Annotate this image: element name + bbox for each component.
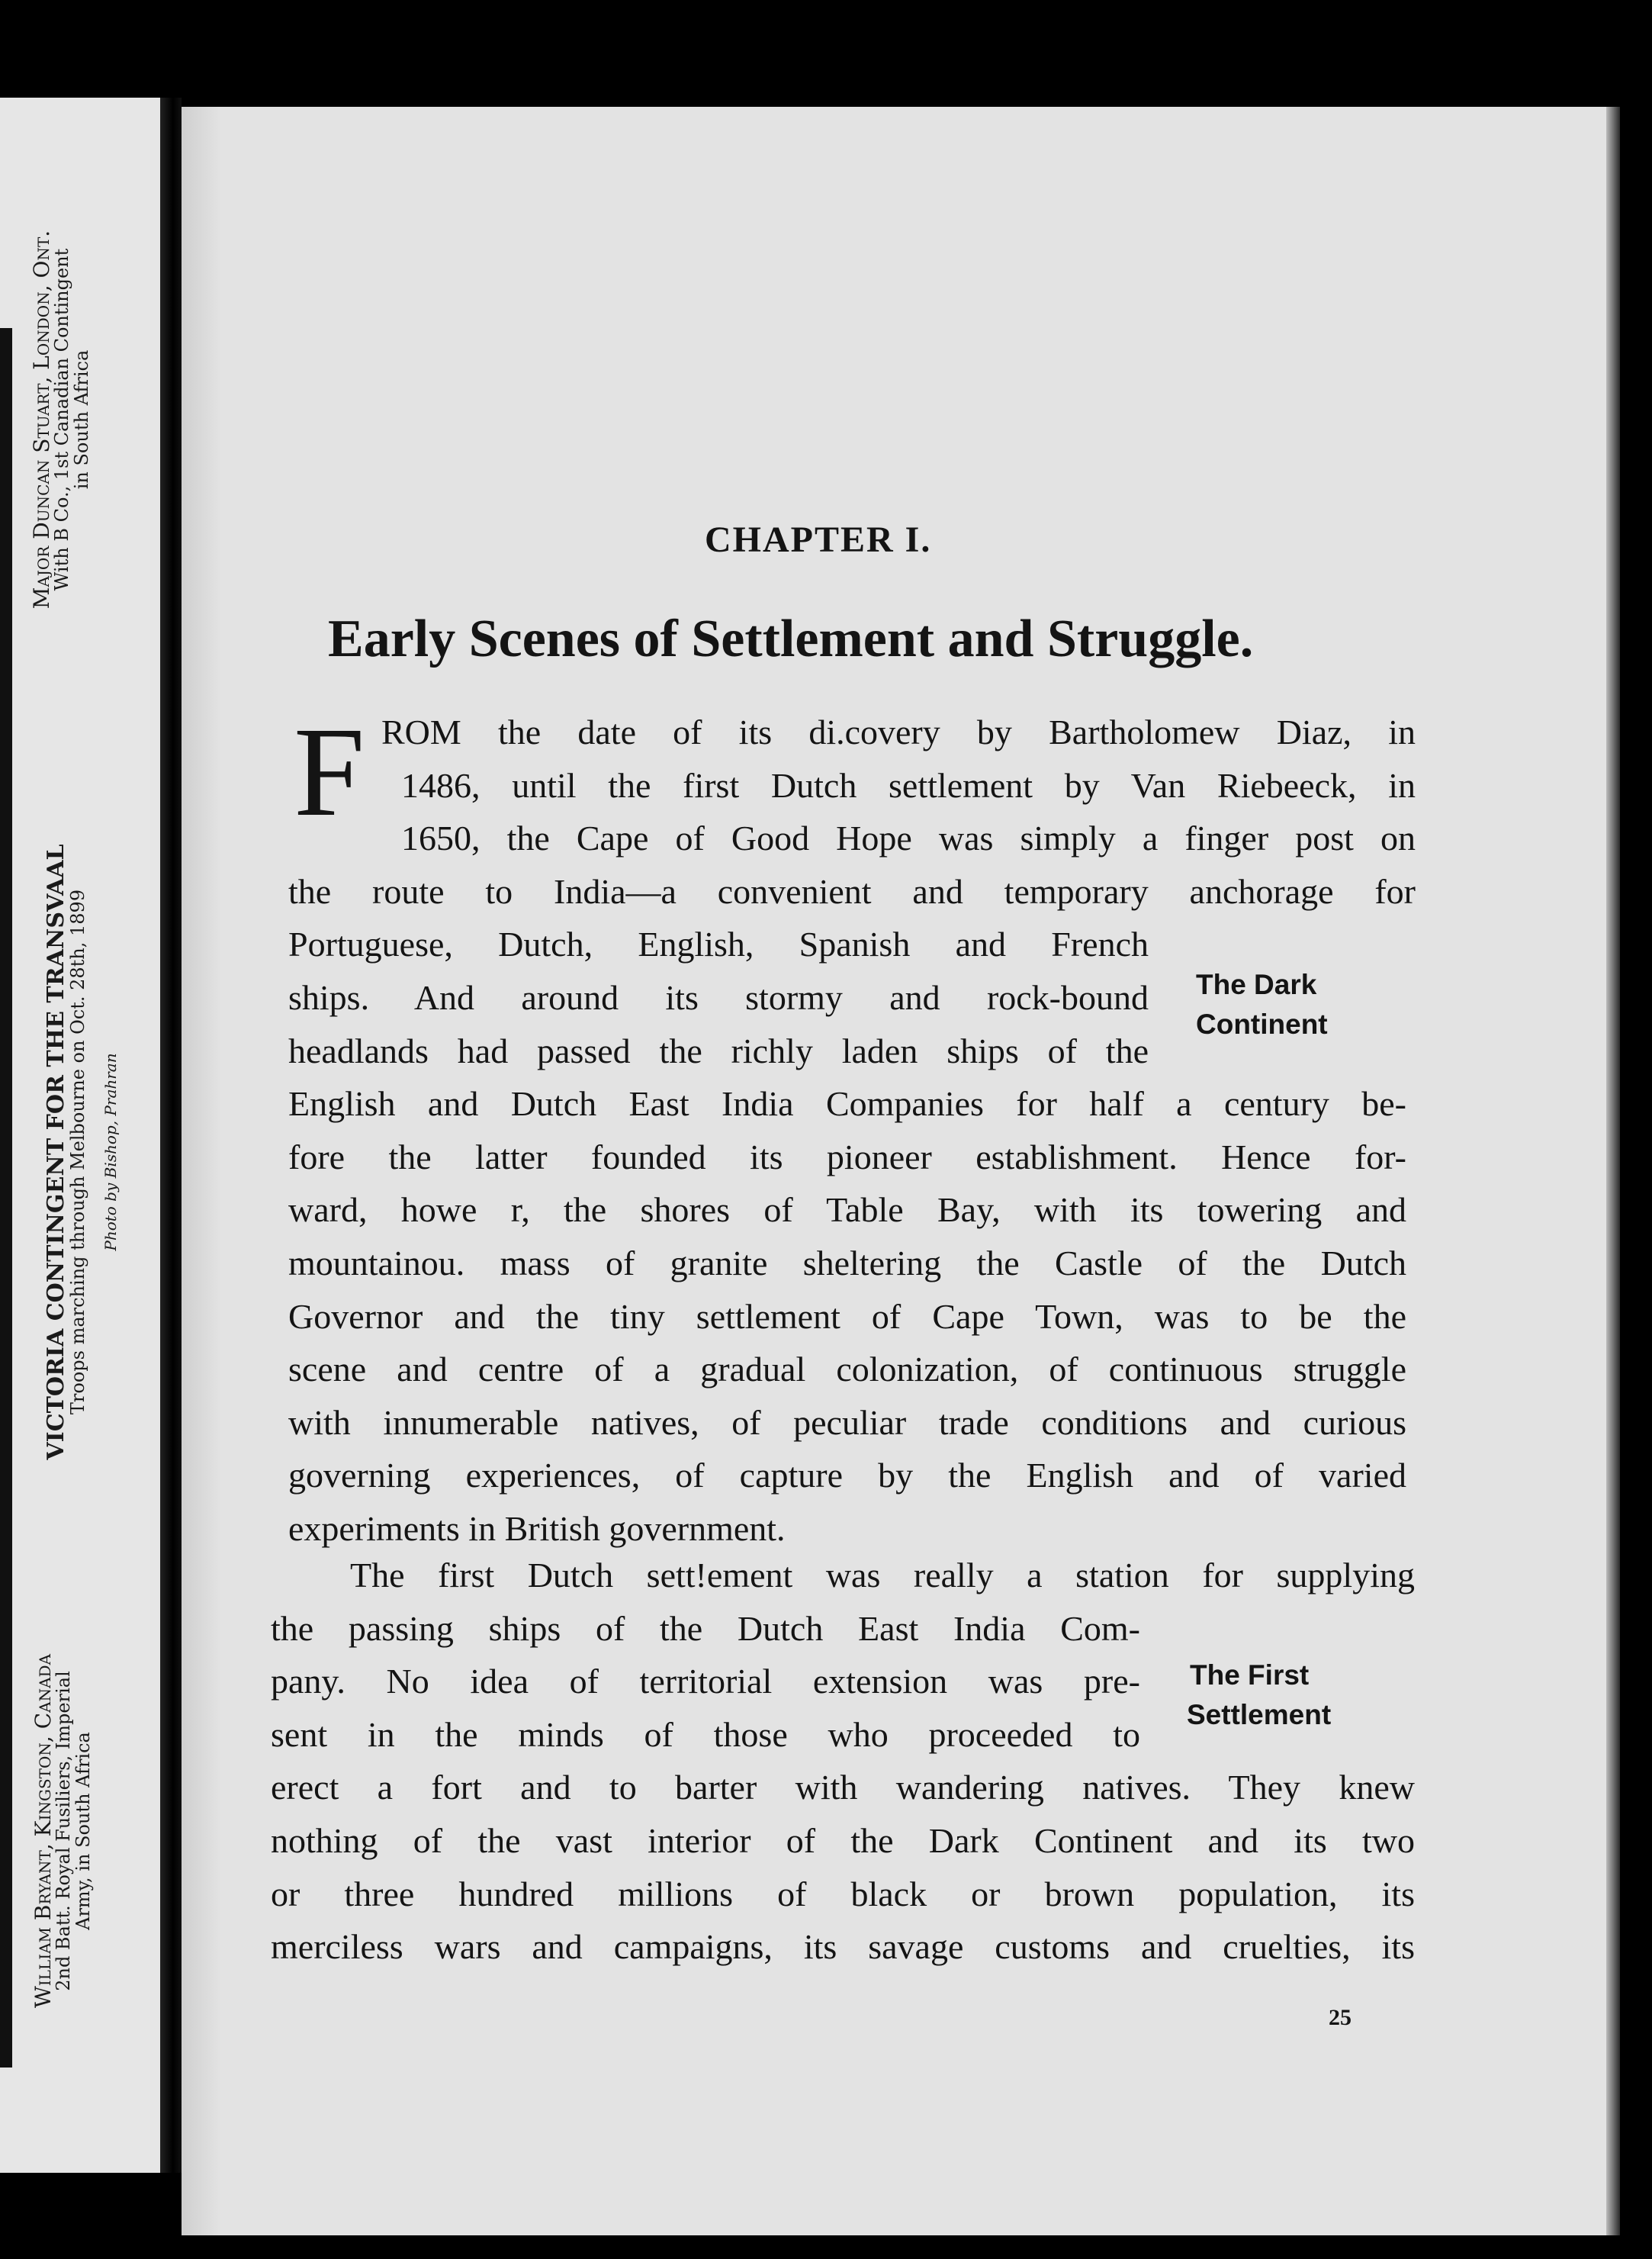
text-line: Governor and the tiny settlement of Cape Town, was to be the: [288, 1296, 1406, 1336]
sidenote-line: The Dark: [1196, 969, 1317, 1000]
paragraph-1: [288, 701, 1416, 1556]
text-line: erect a fort and to barter with wandering natives. They knew: [271, 1768, 1415, 1807]
caption-top-line2: With B Co., 1st Canadian Contingent: [51, 248, 73, 591]
sidenote-line: Continent: [1196, 1009, 1328, 1040]
sidenote-line: The First: [1190, 1659, 1310, 1691]
text-line: Portuguese, Dutch, English, Spanish and French: [288, 925, 1149, 964]
text-line: the passing ships of the Dutch East India Com-: [271, 1608, 1140, 1648]
caption-top: [31, 76, 92, 763]
caption-middle-line2: Troops marching through Melbourne on Oct. 28th, 1899: [66, 889, 88, 1415]
text-line: 1486, until the first Dutch settlement by Van Riebeeck, in: [401, 765, 1416, 805]
caption-bottom: [32, 1587, 93, 2075]
chapter-title: Early Scenes of Settlement and Struggle.: [328, 610, 1254, 668]
text-line: or three hundred millions of black or brown population, its: [271, 1874, 1415, 1913]
caption-bottom-line3: Army, in South Africa: [72, 1732, 94, 1930]
text-line: with innumerable natives, of peculiar trade conditions and curious: [288, 1402, 1406, 1442]
text-line: The first Dutch sett!ement was really a station for supplying: [350, 1556, 1415, 1594]
text-line: headlands had passed the richly laden ships of the: [288, 1031, 1149, 1070]
text-line: ships. And around its stormy and rock-bound: [288, 977, 1149, 1017]
sidenote-first-settlement: [1187, 1656, 1331, 1735]
text-line: experiments in British government.: [288, 1508, 786, 1548]
page-right-edge: [1606, 107, 1620, 2235]
text-line: the route to India—a convenient and temporary anchorage for: [288, 871, 1416, 911]
text-line: ward, howe r, the shores of Table Bay, with its towering and: [288, 1190, 1406, 1230]
text-line: governing experiences, of capture by the English and of varied: [288, 1456, 1406, 1495]
text-line: nothing of the vast interior of the Dark Continent and its two: [271, 1820, 1415, 1860]
caption-top-line1: Major Duncan Stuart, London, Ont.: [29, 230, 54, 610]
caption-bottom-line2: 2nd Batt. Royal Fusiliers, Imperial: [53, 1671, 75, 1991]
book-gutter: [160, 98, 182, 2173]
paragraph-2: [271, 1549, 1415, 1974]
caption-middle-line3: Photo by Bishop, Prahran: [101, 1053, 120, 1251]
text-line: pany. No idea of territorial extension was pre-: [271, 1662, 1140, 1701]
text-line: merciless wars and campaigns, its savage customs and cruelties, its: [271, 1927, 1415, 1967]
text-line: ROM the date of its di.covery by Bartholomew Diaz, in: [381, 713, 1416, 751]
sidenote-line: Settlement: [1187, 1699, 1332, 1730]
chapter-heading: CHAPTER I.: [705, 520, 932, 560]
page-number: 25: [1329, 2005, 1351, 2030]
text-line: sent in the minds of those who proceeded to: [271, 1714, 1140, 1754]
sidenote-dark-continent: [1196, 965, 1328, 1044]
page-shadow: [182, 107, 221, 2235]
caption-middle-line1: VICTORIA CONTINGENT FOR THE TRANSVAAL: [43, 844, 69, 1460]
caption-bottom-line1: William Bryant, Kingston, Canada: [31, 1653, 56, 2009]
facing-page-edge: [0, 328, 12, 2068]
text-line: fore the latter founded its pioneer establishment. Hence for-: [288, 1137, 1406, 1176]
text-line: scene and centre of a gradual colonization, of continuous struggle: [288, 1350, 1406, 1389]
text-line: 1650, the Cape of Good Hope was simply a finger post on: [401, 819, 1416, 858]
drop-cap: F: [294, 701, 365, 843]
caption-middle: [44, 809, 119, 1495]
text-line: mountainou. mass of granite sheltering the Castle of the Dutch: [288, 1243, 1406, 1282]
caption-top-line3: in South Africa: [70, 349, 92, 490]
text-line: English and Dutch East India Companies for half a century be-: [288, 1084, 1406, 1124]
